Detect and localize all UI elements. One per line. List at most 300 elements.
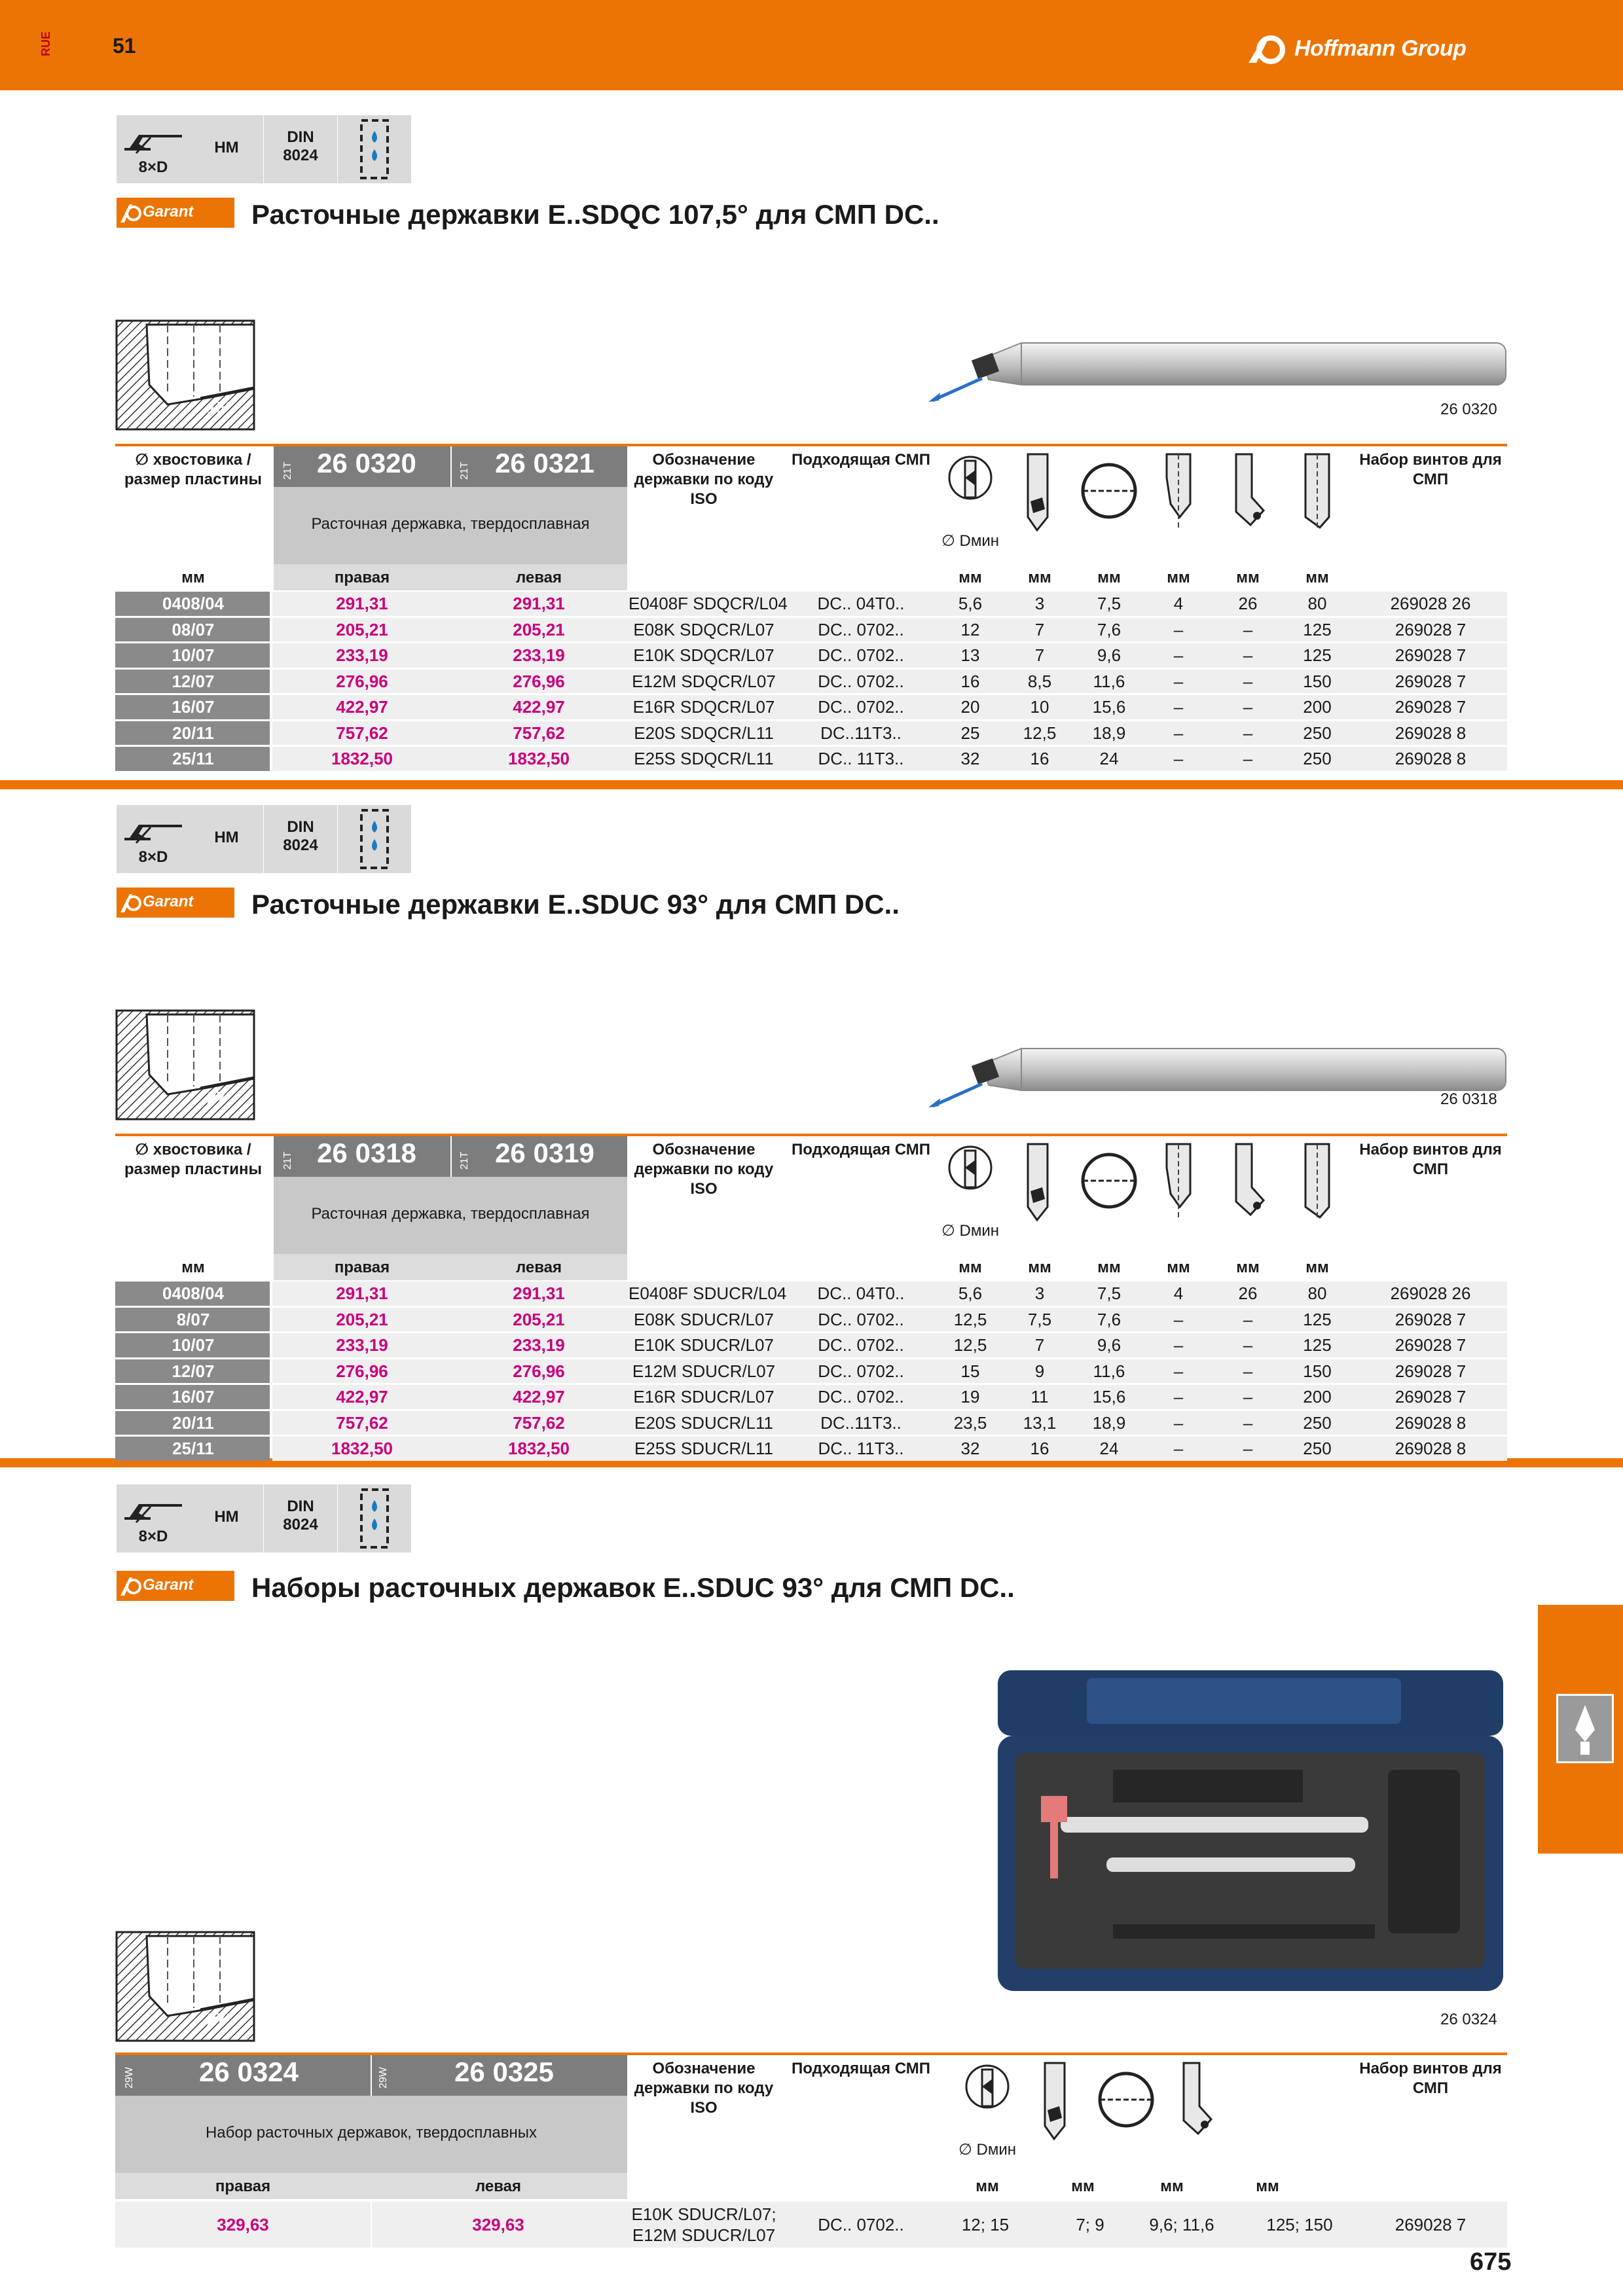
article-split bbox=[450, 1136, 452, 1177]
section-title: Расточные державки E..SDUC 93° для СМП DC.. bbox=[251, 889, 900, 920]
mm-unit-label: мм bbox=[1097, 569, 1121, 586]
table-cell: 205,21 bbox=[513, 619, 565, 639]
din-standard-text: 8024 bbox=[283, 1516, 318, 1534]
article-prefix: 29W bbox=[124, 2067, 135, 2089]
table-cell: 13 bbox=[960, 645, 980, 665]
table-cell: 757,62 bbox=[513, 723, 565, 743]
table-cell: – bbox=[1173, 671, 1184, 691]
table-cell: 10/07 bbox=[172, 645, 215, 665]
table-cell: 233,19 bbox=[336, 645, 388, 665]
left-hand-label: левая bbox=[515, 1259, 562, 1276]
screws-column-header: Набор винтов для СМП bbox=[1359, 451, 1502, 488]
iso-designation: E12M SDUCR/L07 bbox=[632, 2225, 776, 2245]
approach-angle: 27° bbox=[207, 2009, 233, 2029]
table-cell: 233,19 bbox=[513, 1335, 565, 1355]
table-cell: 250 bbox=[1303, 749, 1332, 768]
table-cell: 5,6 bbox=[958, 1283, 983, 1303]
cutting-geometry-diagram bbox=[115, 1931, 255, 2042]
bore-circle-icon bbox=[1078, 1141, 1140, 1224]
clamp-profile-icon bbox=[1216, 1141, 1279, 1224]
table-cell: 12,5 bbox=[953, 1309, 987, 1329]
dimension-value: 12; 15 bbox=[961, 2215, 1010, 2234]
dimension-value: 125; 150 bbox=[1266, 2215, 1333, 2234]
table-cell: 12,5 bbox=[953, 1335, 987, 1355]
section-title: Наборы расточных державок E..SDUC 93° для СМП DC.. bbox=[251, 1572, 1015, 1603]
table-cell: DC.. 0702.. bbox=[818, 645, 904, 665]
table-cell: 1832,50 bbox=[331, 749, 393, 768]
table-cell: 1832,50 bbox=[331, 1439, 393, 1458]
table-cell: – bbox=[1173, 749, 1184, 768]
table-cell: 269028 7 bbox=[1395, 1387, 1467, 1407]
table-cell: 26 bbox=[1238, 1283, 1258, 1303]
table-cell: 1832,50 bbox=[508, 1439, 570, 1458]
din-standard-text: DIN bbox=[287, 818, 314, 836]
dimension-value: 9,6; 11,6 bbox=[1149, 2215, 1214, 2234]
screw-set: 269028 7 bbox=[1395, 2215, 1467, 2234]
table-cell: 205,21 bbox=[336, 619, 388, 639]
table-cell: E12M SDQCR/L07 bbox=[632, 671, 776, 691]
internal-coolant-icon bbox=[338, 115, 411, 183]
garant-label: Garant bbox=[143, 893, 194, 910]
table-cell: – bbox=[1243, 1309, 1253, 1329]
table-cell: 9,6 bbox=[1097, 645, 1122, 665]
table-cell: 15,6 bbox=[1092, 1387, 1126, 1407]
mm-unit-label: мм bbox=[1305, 1259, 1329, 1276]
table-cell: 10 bbox=[1030, 697, 1049, 717]
left-hand-label: левая bbox=[515, 569, 562, 586]
table-cell: 0408/04 bbox=[162, 594, 224, 613]
table-cell: 7,6 bbox=[1097, 619, 1122, 639]
table-cell: 80 bbox=[1307, 1283, 1327, 1303]
brand-logo bbox=[1247, 33, 1466, 64]
table-cell: DC.. 0702.. bbox=[818, 1335, 904, 1355]
garant-label: Garant bbox=[143, 1576, 194, 1594]
material-hm-text: HM bbox=[214, 139, 239, 156]
table-cell: 150 bbox=[1303, 671, 1332, 691]
mm-unit-label: мм bbox=[1028, 569, 1051, 586]
table-cell: 11,6 bbox=[1093, 671, 1125, 691]
table-cell: 276,96 bbox=[513, 1361, 565, 1381]
unit-label: мм bbox=[181, 1259, 205, 1276]
table-cell: DC.. 0702.. bbox=[818, 697, 904, 717]
bore-circle-icon bbox=[1095, 2060, 1158, 2143]
table-cell: 269028 7 bbox=[1395, 1309, 1467, 1329]
table-cell: E10K SDQCR/L07 bbox=[633, 645, 775, 665]
article-prefix: 21T bbox=[282, 1151, 293, 1170]
table-cell: 125 bbox=[1303, 645, 1332, 665]
insert-column-header: Подходящая СМП bbox=[792, 2060, 930, 2077]
table-cell: DC..11T3.. bbox=[820, 723, 902, 743]
table-cell: 3 bbox=[1034, 1283, 1045, 1303]
mm-unit-label: мм bbox=[1167, 1259, 1190, 1276]
right-hand-label: правая bbox=[334, 1259, 390, 1276]
table-cell: 125 bbox=[1303, 619, 1332, 639]
table-cell: – bbox=[1173, 1361, 1184, 1381]
hoffmann-logo-icon bbox=[1247, 33, 1294, 64]
table-cell: – bbox=[1243, 671, 1253, 691]
length-profile-icon bbox=[1286, 452, 1349, 534]
boring-ratio-icon bbox=[117, 115, 190, 183]
table-cell: – bbox=[1173, 1387, 1184, 1407]
unit-label: мм bbox=[181, 569, 205, 586]
shank-profile-icon bbox=[1147, 1141, 1210, 1224]
mm-unit-label: мм bbox=[958, 569, 982, 586]
length-profile-icon bbox=[1286, 1141, 1349, 1224]
iso-designation: E10K SDUCR/L07; bbox=[631, 2204, 776, 2224]
table-cell: – bbox=[1173, 1309, 1184, 1329]
table-cell: – bbox=[1243, 1387, 1253, 1407]
iso-column-header: Обозначение державки по коду ISO bbox=[634, 2060, 774, 2117]
table-cell: E10K SDUCR/L07 bbox=[634, 1335, 774, 1355]
table-cell: 25/11 bbox=[172, 749, 214, 768]
iso-column-header: Обозначение державки по коду ISO bbox=[634, 1141, 774, 1198]
table-cell: 276,96 bbox=[336, 671, 388, 691]
table-cell: 4 bbox=[1173, 594, 1184, 613]
din-standard bbox=[264, 805, 337, 873]
table-cell: 13,1 bbox=[1023, 1412, 1057, 1433]
table-cell: 12/07 bbox=[172, 1361, 215, 1381]
boring-bar-image bbox=[923, 1037, 1512, 1109]
table-cell: 269028 7 bbox=[1395, 697, 1467, 717]
table-cell: DC.. 0702.. bbox=[818, 619, 904, 639]
table-cell: 276,96 bbox=[336, 1361, 388, 1381]
image-code-label: 26 0320 bbox=[1440, 401, 1497, 418]
garant-brand-badge bbox=[117, 888, 234, 918]
table-cell: 150 bbox=[1303, 1361, 1332, 1381]
table-cell: 1832,50 bbox=[508, 749, 570, 768]
table-cell: 12 bbox=[960, 619, 980, 639]
table-cell: 23,5 bbox=[953, 1412, 987, 1433]
insert-seat-icon bbox=[1008, 452, 1071, 534]
table-cell: 269028 8 bbox=[1395, 1412, 1467, 1433]
table-cell: 20/11 bbox=[172, 723, 214, 743]
turning-tool-icon bbox=[1556, 1694, 1614, 1763]
table-cell: – bbox=[1173, 1439, 1184, 1458]
table-cell: 422,97 bbox=[336, 1387, 388, 1407]
table-cell: 269028 7 bbox=[1395, 671, 1467, 691]
table-cell: 422,97 bbox=[513, 697, 565, 717]
boring-bar-image bbox=[923, 331, 1512, 403]
table-cell: 250 bbox=[1303, 723, 1332, 743]
page-number: 675 bbox=[1470, 2248, 1512, 2276]
table-cell: 205,21 bbox=[513, 1309, 565, 1329]
table-cell: – bbox=[1243, 697, 1253, 717]
table-cell: DC.. 11T3.. bbox=[818, 1439, 904, 1458]
table-cell: – bbox=[1243, 1361, 1253, 1381]
approach-angle: 27° bbox=[207, 1088, 233, 1107]
table-cell: 11 bbox=[1030, 1387, 1049, 1407]
table-cell: 16 bbox=[960, 671, 980, 691]
table-cell: E16R SDUCR/L07 bbox=[633, 1387, 775, 1407]
cutting-geometry-diagram bbox=[115, 1009, 255, 1121]
ratio-label: 8×D bbox=[138, 158, 168, 176]
dimension-value: 7; 9 bbox=[1076, 2215, 1104, 2234]
table-cell: 200 bbox=[1303, 1387, 1332, 1407]
insert-seat-icon bbox=[1025, 2060, 1088, 2143]
right-hand-label: правая bbox=[215, 2178, 271, 2195]
image-code-label: 26 0318 bbox=[1440, 1090, 1497, 1108]
language-code: RUE bbox=[39, 31, 52, 56]
article-prefix: 29W bbox=[378, 2067, 389, 2089]
article-prefix: 21T bbox=[459, 461, 470, 480]
din-standard-text: 8024 bbox=[283, 836, 318, 854]
table-cell: – bbox=[1173, 723, 1184, 743]
mm-unit-label: мм bbox=[976, 2178, 999, 2195]
table-cell: 0408/04 bbox=[162, 1283, 224, 1303]
table-cell: 269028 7 bbox=[1395, 1335, 1467, 1355]
min-diameter-icon bbox=[956, 2060, 1019, 2143]
table-cell: 291,31 bbox=[336, 1283, 388, 1303]
clamp-profile-icon bbox=[1164, 2060, 1227, 2143]
dmin-label: ∅ Dмин bbox=[941, 1222, 1000, 1240]
table-cell: 7,6 bbox=[1097, 1309, 1122, 1329]
article-number-left[interactable]: 26 0325 bbox=[454, 2056, 554, 2087]
product-description: Набор расточных державок, твердосплавных bbox=[205, 2124, 538, 2142]
table-cell: 7,5 bbox=[1097, 594, 1122, 613]
article-number-right[interactable]: 26 0318 bbox=[317, 1138, 416, 1168]
internal-coolant-icon bbox=[338, 1484, 411, 1552]
shank-profile-icon bbox=[1147, 452, 1210, 534]
table-cell: – bbox=[1243, 1439, 1253, 1458]
table-cell: 7 bbox=[1034, 1335, 1045, 1355]
table-cell: 8,5 bbox=[1027, 671, 1052, 691]
insert-column-header: Подходящая СМП bbox=[792, 451, 930, 469]
min-diameter-icon bbox=[939, 452, 1002, 534]
screws-column-header: Набор винтов для СМП bbox=[1359, 2060, 1502, 2097]
table-cell: 5,6 bbox=[958, 594, 983, 613]
bore-circle-icon bbox=[1078, 452, 1140, 534]
mm-unit-label: мм bbox=[1097, 1259, 1121, 1276]
left-hand-label: левая bbox=[475, 2178, 522, 2195]
table-cell: 26 bbox=[1238, 594, 1258, 613]
table-cell: 20/11 bbox=[172, 1412, 214, 1433]
table-cell: 19 bbox=[960, 1387, 980, 1407]
mm-unit-label: мм bbox=[1160, 2178, 1184, 2195]
article-prefix: 21T bbox=[282, 461, 293, 480]
table-cell: 291,31 bbox=[513, 594, 565, 613]
table-cell: 16 bbox=[1030, 749, 1049, 768]
boring-ratio-icon bbox=[117, 805, 190, 873]
table-cell: 80 bbox=[1307, 594, 1327, 613]
table-cell: 269028 7 bbox=[1395, 1361, 1467, 1381]
price-right: 329,63 bbox=[217, 2215, 269, 2234]
mm-unit-label: мм bbox=[1028, 1259, 1051, 1276]
material-hm bbox=[190, 1484, 263, 1552]
table-cell: E0408F SDUCR/L04 bbox=[629, 1283, 787, 1303]
table-cell: 757,62 bbox=[336, 1412, 388, 1433]
material-hm bbox=[190, 805, 263, 873]
mm-unit-label: мм bbox=[1236, 569, 1260, 586]
table-cell: 269028 26 bbox=[1390, 1283, 1471, 1303]
table-cell: DC.. 04T0.. bbox=[817, 1283, 905, 1303]
table-cell: 422,97 bbox=[336, 697, 388, 717]
screws-column-header: Набор винтов для СМП bbox=[1359, 1141, 1502, 1178]
table-cell: DC..11T3.. bbox=[820, 1412, 902, 1433]
insert-column-header: Подходящая СМП bbox=[792, 1141, 930, 1158]
table-cell: 16 bbox=[1030, 1439, 1049, 1458]
material-hm bbox=[190, 115, 263, 183]
table-cell: 269028 8 bbox=[1395, 749, 1467, 768]
price-left: 329,63 bbox=[472, 2215, 524, 2234]
table-cell: – bbox=[1243, 1335, 1253, 1355]
table-cell: 32 bbox=[960, 1439, 980, 1458]
table-cell: 18,9 bbox=[1092, 723, 1126, 743]
table-cell: E20S SDQCR/L11 bbox=[634, 723, 774, 743]
table-cell: 9,6 bbox=[1097, 1335, 1122, 1355]
table-cell: 11,6 bbox=[1093, 1361, 1125, 1381]
table-cell: E0408F SDQCR/L04 bbox=[629, 594, 788, 613]
brand-name: Hoffmann Group bbox=[1294, 35, 1467, 61]
table-cell: 7 bbox=[1034, 645, 1045, 665]
table-cell: – bbox=[1243, 723, 1253, 743]
category-tab[interactable] bbox=[1538, 1605, 1623, 1854]
table-cell: 24 bbox=[1099, 749, 1119, 768]
table-cell: – bbox=[1243, 619, 1253, 639]
table-cell: E25S SDUCR/L11 bbox=[634, 1439, 773, 1458]
page-reference: 51 bbox=[113, 34, 136, 58]
table-cell: 3 bbox=[1034, 594, 1045, 613]
table-cell: DC.. 0702.. bbox=[818, 1309, 904, 1329]
table-cell: 269028 26 bbox=[1390, 594, 1471, 613]
table-cell: 25 bbox=[960, 723, 980, 743]
table-cell: 269028 7 bbox=[1395, 645, 1467, 665]
table-cell: 757,62 bbox=[336, 723, 388, 743]
table-cell: – bbox=[1173, 619, 1184, 639]
garant-brand-badge bbox=[117, 1571, 234, 1601]
image-code-label: 26 0324 bbox=[1440, 2011, 1497, 2028]
table-cell: 291,31 bbox=[513, 1283, 565, 1303]
table-cell: 250 bbox=[1303, 1439, 1332, 1458]
insert-type: DC.. 0702.. bbox=[818, 2215, 904, 2234]
mm-unit-label: мм bbox=[1236, 1259, 1260, 1276]
table-cell: E08K SDUCR/L07 bbox=[634, 1309, 774, 1329]
article-split bbox=[371, 2055, 372, 2096]
shank-column-header: ∅ хвостовика / размер пластины bbox=[124, 1141, 262, 1178]
table-cell: DC.. 04T0.. bbox=[817, 594, 905, 613]
table-cell: 08/07 bbox=[172, 619, 215, 639]
table-cell: 7,5 bbox=[1027, 1309, 1052, 1329]
dmin-label: ∅ Dмин bbox=[958, 2141, 1017, 2159]
internal-coolant-icon bbox=[338, 805, 411, 873]
garant-brand-badge bbox=[117, 198, 234, 228]
table-cell: – bbox=[1173, 697, 1184, 717]
approach-angle: 15° bbox=[207, 398, 233, 418]
mm-unit-label: мм bbox=[1167, 569, 1190, 586]
table-cell: E08K SDQCR/L07 bbox=[633, 619, 775, 639]
table-cell: 269028 8 bbox=[1395, 723, 1467, 743]
table-cell: 200 bbox=[1303, 697, 1332, 717]
table-cell: – bbox=[1173, 1412, 1184, 1433]
ratio-label: 8×D bbox=[138, 1528, 168, 1545]
table-cell: 32 bbox=[960, 749, 980, 768]
din-standard bbox=[264, 115, 337, 183]
shank-column-header: ∅ хвостовика / размер пластины bbox=[124, 451, 262, 488]
table-cell: – bbox=[1243, 645, 1253, 665]
boring-set-case-image bbox=[995, 1668, 1506, 1995]
table-cell: 25/11 bbox=[172, 1439, 214, 1458]
table-cell: 8/07 bbox=[176, 1309, 210, 1329]
boring-ratio-icon bbox=[117, 1484, 190, 1552]
table-cell: 276,96 bbox=[513, 671, 565, 691]
table-cell: 16/07 bbox=[172, 697, 215, 717]
table-cell: 233,19 bbox=[336, 1335, 388, 1355]
table-cell: 757,62 bbox=[513, 1412, 565, 1433]
mm-unit-label: мм bbox=[958, 1259, 982, 1276]
table-cell: E25S SDQCR/L11 bbox=[634, 749, 774, 768]
table-cell: 20 bbox=[960, 697, 980, 717]
table-cell: 10/07 bbox=[172, 1335, 215, 1355]
article-number-left[interactable]: 26 0319 bbox=[495, 1138, 594, 1168]
table-cell: 422,97 bbox=[513, 1387, 565, 1407]
table-cell: 250 bbox=[1303, 1412, 1332, 1433]
min-diameter-icon bbox=[939, 1141, 1002, 1224]
table-cell: 24 bbox=[1099, 1439, 1119, 1458]
article-number-right[interactable]: 26 0320 bbox=[317, 448, 416, 478]
din-standard-text: 8024 bbox=[283, 147, 318, 164]
table-cell: 9 bbox=[1034, 1361, 1045, 1381]
table-cell: 12,5 bbox=[1023, 723, 1057, 743]
table-cell: 15 bbox=[960, 1361, 980, 1381]
article-number-left[interactable]: 26 0321 bbox=[495, 448, 594, 478]
table-cell: 125 bbox=[1303, 1309, 1332, 1329]
cutting-geometry-diagram bbox=[115, 319, 255, 431]
material-hm-text: HM bbox=[214, 829, 239, 846]
table-cell: E12M SDUCR/L07 bbox=[632, 1361, 776, 1381]
clamp-profile-icon bbox=[1216, 452, 1279, 534]
material-hm-text: HM bbox=[214, 1508, 239, 1526]
garant-label: Garant bbox=[143, 203, 194, 221]
table-cell: 12/07 bbox=[172, 671, 215, 691]
table-cell: – bbox=[1243, 749, 1253, 768]
table-cell: – bbox=[1173, 1335, 1184, 1355]
product-description: Расточная державка, твердосплавная bbox=[311, 1205, 590, 1223]
din-standard-text: DIN bbox=[287, 1498, 314, 1515]
insert-seat-icon bbox=[1008, 1141, 1071, 1224]
mm-unit-label: мм bbox=[1071, 2178, 1095, 2195]
table-cell: 7 bbox=[1034, 619, 1045, 639]
mm-unit-label: мм bbox=[1256, 2178, 1279, 2195]
product-description: Расточная державка, твердосплавная bbox=[311, 515, 590, 533]
table-cell: 269028 8 bbox=[1395, 1439, 1467, 1458]
din-standard-text: DIN bbox=[287, 128, 314, 146]
right-hand-label: правая bbox=[334, 569, 390, 586]
table-cell: 269028 7 bbox=[1395, 619, 1467, 639]
iso-column-header: Обозначение державки по коду ISO bbox=[634, 451, 774, 508]
section-title: Расточные державки E..SDQC 107,5° для СМП DC.. bbox=[251, 199, 939, 230]
table-cell: – bbox=[1243, 1412, 1253, 1433]
table-cell: 16/07 bbox=[172, 1387, 215, 1407]
din-standard bbox=[264, 1484, 337, 1552]
table-cell: 125 bbox=[1303, 1335, 1332, 1355]
table-cell: 205,21 bbox=[336, 1309, 388, 1329]
dmin-label: ∅ Dмин bbox=[941, 532, 1000, 550]
article-prefix: 21T bbox=[459, 1151, 470, 1170]
table-cell: DC.. 0702.. bbox=[818, 671, 904, 691]
table-cell: E20S SDUCR/L11 bbox=[634, 1412, 773, 1433]
table-cell: 7,5 bbox=[1097, 1283, 1122, 1303]
table-cell: 4 bbox=[1173, 1283, 1184, 1303]
table-cell: – bbox=[1173, 645, 1184, 665]
mm-unit-label: мм bbox=[1305, 569, 1329, 586]
article-number-right[interactable]: 26 0324 bbox=[199, 2056, 299, 2087]
table-cell: DC.. 11T3.. bbox=[818, 749, 904, 768]
table-cell: DC.. 0702.. bbox=[818, 1387, 904, 1407]
table-cell: 233,19 bbox=[513, 645, 565, 665]
table-cell: 291,31 bbox=[336, 594, 388, 613]
table-cell: DC.. 0702.. bbox=[818, 1361, 904, 1381]
article-split bbox=[450, 446, 452, 487]
table-cell: E16R SDQCR/L07 bbox=[632, 697, 775, 717]
